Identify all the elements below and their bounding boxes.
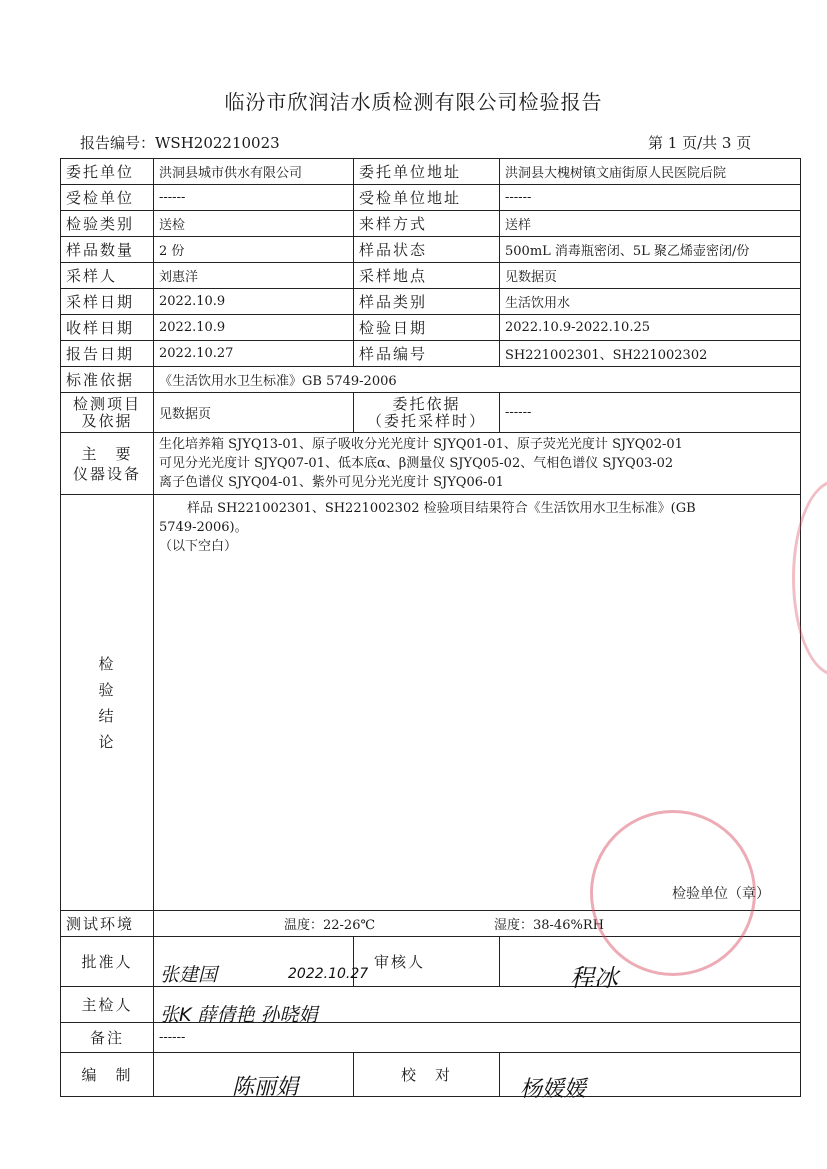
conclusion-line1: 样品 SH221002301、SH221002302 检验项目结果符合《生活饮用水卫生标准》(GB [187,501,696,516]
client-value: 洪洞县城市供水有限公司 [154,159,354,185]
inspection-type-label: 检验类别 [61,211,154,237]
test-items-label-line2: 及依据 [81,411,133,430]
equipment-label [61,433,154,495]
entrust-basis-label-line2: （委托采样时） [366,411,486,430]
test-date-value: 2022.10.9-2022.10.25 [500,315,801,341]
test-date-label: 检验日期 [354,315,500,341]
entrust-basis-label [354,393,500,433]
entrust-basis-value: ------ [500,393,801,433]
sample-number-value: SH221002301、SH221002302 [500,341,801,367]
conclusion-line3: （以下空白） [159,539,238,554]
sample-site-value: 见数据页 [500,263,801,289]
equipment-line1: 生化培养箱 SJYQ13-01、原子吸收分光光度计 SJYQ01-01、原子荧光光度计 SJYQ02-01 [159,437,683,452]
approver-label: 批准人 [61,937,154,987]
environment-label: 测试环境 [61,911,154,937]
conclusion-char-2: 验 [98,680,116,699]
report-date-label: 报告日期 [61,341,154,367]
sampler-label: 采样人 [61,263,154,289]
main-inspector-signature: 张K 薛倩艳 孙晓娟 [160,1004,318,1026]
inspection-unit-seal-label: 检验单位（章） [672,886,770,902]
sample-state-value: 500mL 消毒瓶密闭、5L 聚乙烯壶密闭/份 [500,237,801,263]
test-items-value: 见数据页 [154,393,354,433]
conclusion-line2: 5749-2006)。 [159,520,248,535]
approver-signature-date: 2022.10.27 [288,966,369,982]
client-label: 委托单位 [61,159,154,185]
sample-qty-label: 样品数量 [61,237,154,263]
conclusion-char-4: 论 [98,732,116,751]
equipment-value [154,433,801,495]
test-items-label [61,393,154,433]
checker-signature: 杨媛媛 [520,1077,587,1102]
sampler-value: 刘惠洋 [154,263,354,289]
approver-signature: 张建国 [160,964,218,986]
equipment-label-line2: 仪器设备 [72,464,141,483]
compiler-signature: 陈丽娟 [232,1075,299,1100]
standard-value: 《生活饮用水卫生标准》GB 5749-2006 [154,367,801,393]
sample-state-label: 样品状态 [354,237,500,263]
receive-date-label: 收样日期 [61,315,154,341]
equipment-line2: 可见分光光度计 SJYQ07-01、低本底α、β测量仪 SJYQ05-02、气相色谱仪 SJYQ03-02 [159,456,674,471]
compiler-label: 编 制 [61,1053,154,1097]
inspection-type-value: 送检 [154,211,354,237]
page-info: 第 1 页/共 3 页 [648,134,752,152]
inspected-unit-label: 受检单位 [61,185,154,211]
reviewer-signature: 程冰 [570,964,618,992]
sample-category-label: 样品类别 [354,289,500,315]
reviewer-label: 审核人 [354,937,500,987]
sample-method-value: 送样 [500,211,801,237]
report-date-value: 2022.10.27 [154,341,354,367]
checker-label: 校 对 [354,1053,500,1097]
sample-date-label: 采样日期 [61,289,154,315]
receive-date-value: 2022.10.9 [154,315,354,341]
sample-date-value: 2022.10.9 [154,289,354,315]
conclusion-char-1: 检 [98,654,116,673]
sample-method-label: 来样方式 [354,211,500,237]
inspected-address-value: ------ [500,185,801,211]
test-items-label-line1: 检测项目 [72,394,141,413]
sample-site-label: 采样地点 [354,263,500,289]
equipment-line3: 离子色谱仪 SJYQ04-01、紫外可见分光光度计 SJYQ06-01 [159,475,504,490]
company-seal-stamp [590,810,756,976]
temperature: 温度：22-26℃ [284,918,376,933]
sample-number-label: 样品编号 [354,341,500,367]
remark-value: ------ [154,1023,801,1053]
sample-qty-value: 2 份 [154,237,354,263]
main-inspector-label: 主检人 [61,987,154,1023]
equipment-label-line1: 主 要 [81,444,133,463]
sample-category-value: 生活饮用水 [500,289,801,315]
inspected-unit-value: ------ [154,185,354,211]
client-address-label: 委托单位地址 [354,159,500,185]
report-title: 临汾市欣润洁水质检测有限公司检验报告 [224,90,603,114]
client-address-value: 洪洞县大槐树镇文庙街原人民医院后院 [500,159,801,185]
entrust-basis-label-line1: 委托依据 [392,394,461,413]
conclusion-char-3: 结 [98,706,116,725]
conclusion-label [61,495,154,911]
humidity: 湿度：38-46%RH [494,918,604,933]
inspected-address-label: 受检单位地址 [354,185,500,211]
standard-label: 标准依据 [61,367,154,393]
report-number: 报告编号：WSH202210023 [80,134,280,152]
remark-label: 备注 [61,1023,154,1053]
